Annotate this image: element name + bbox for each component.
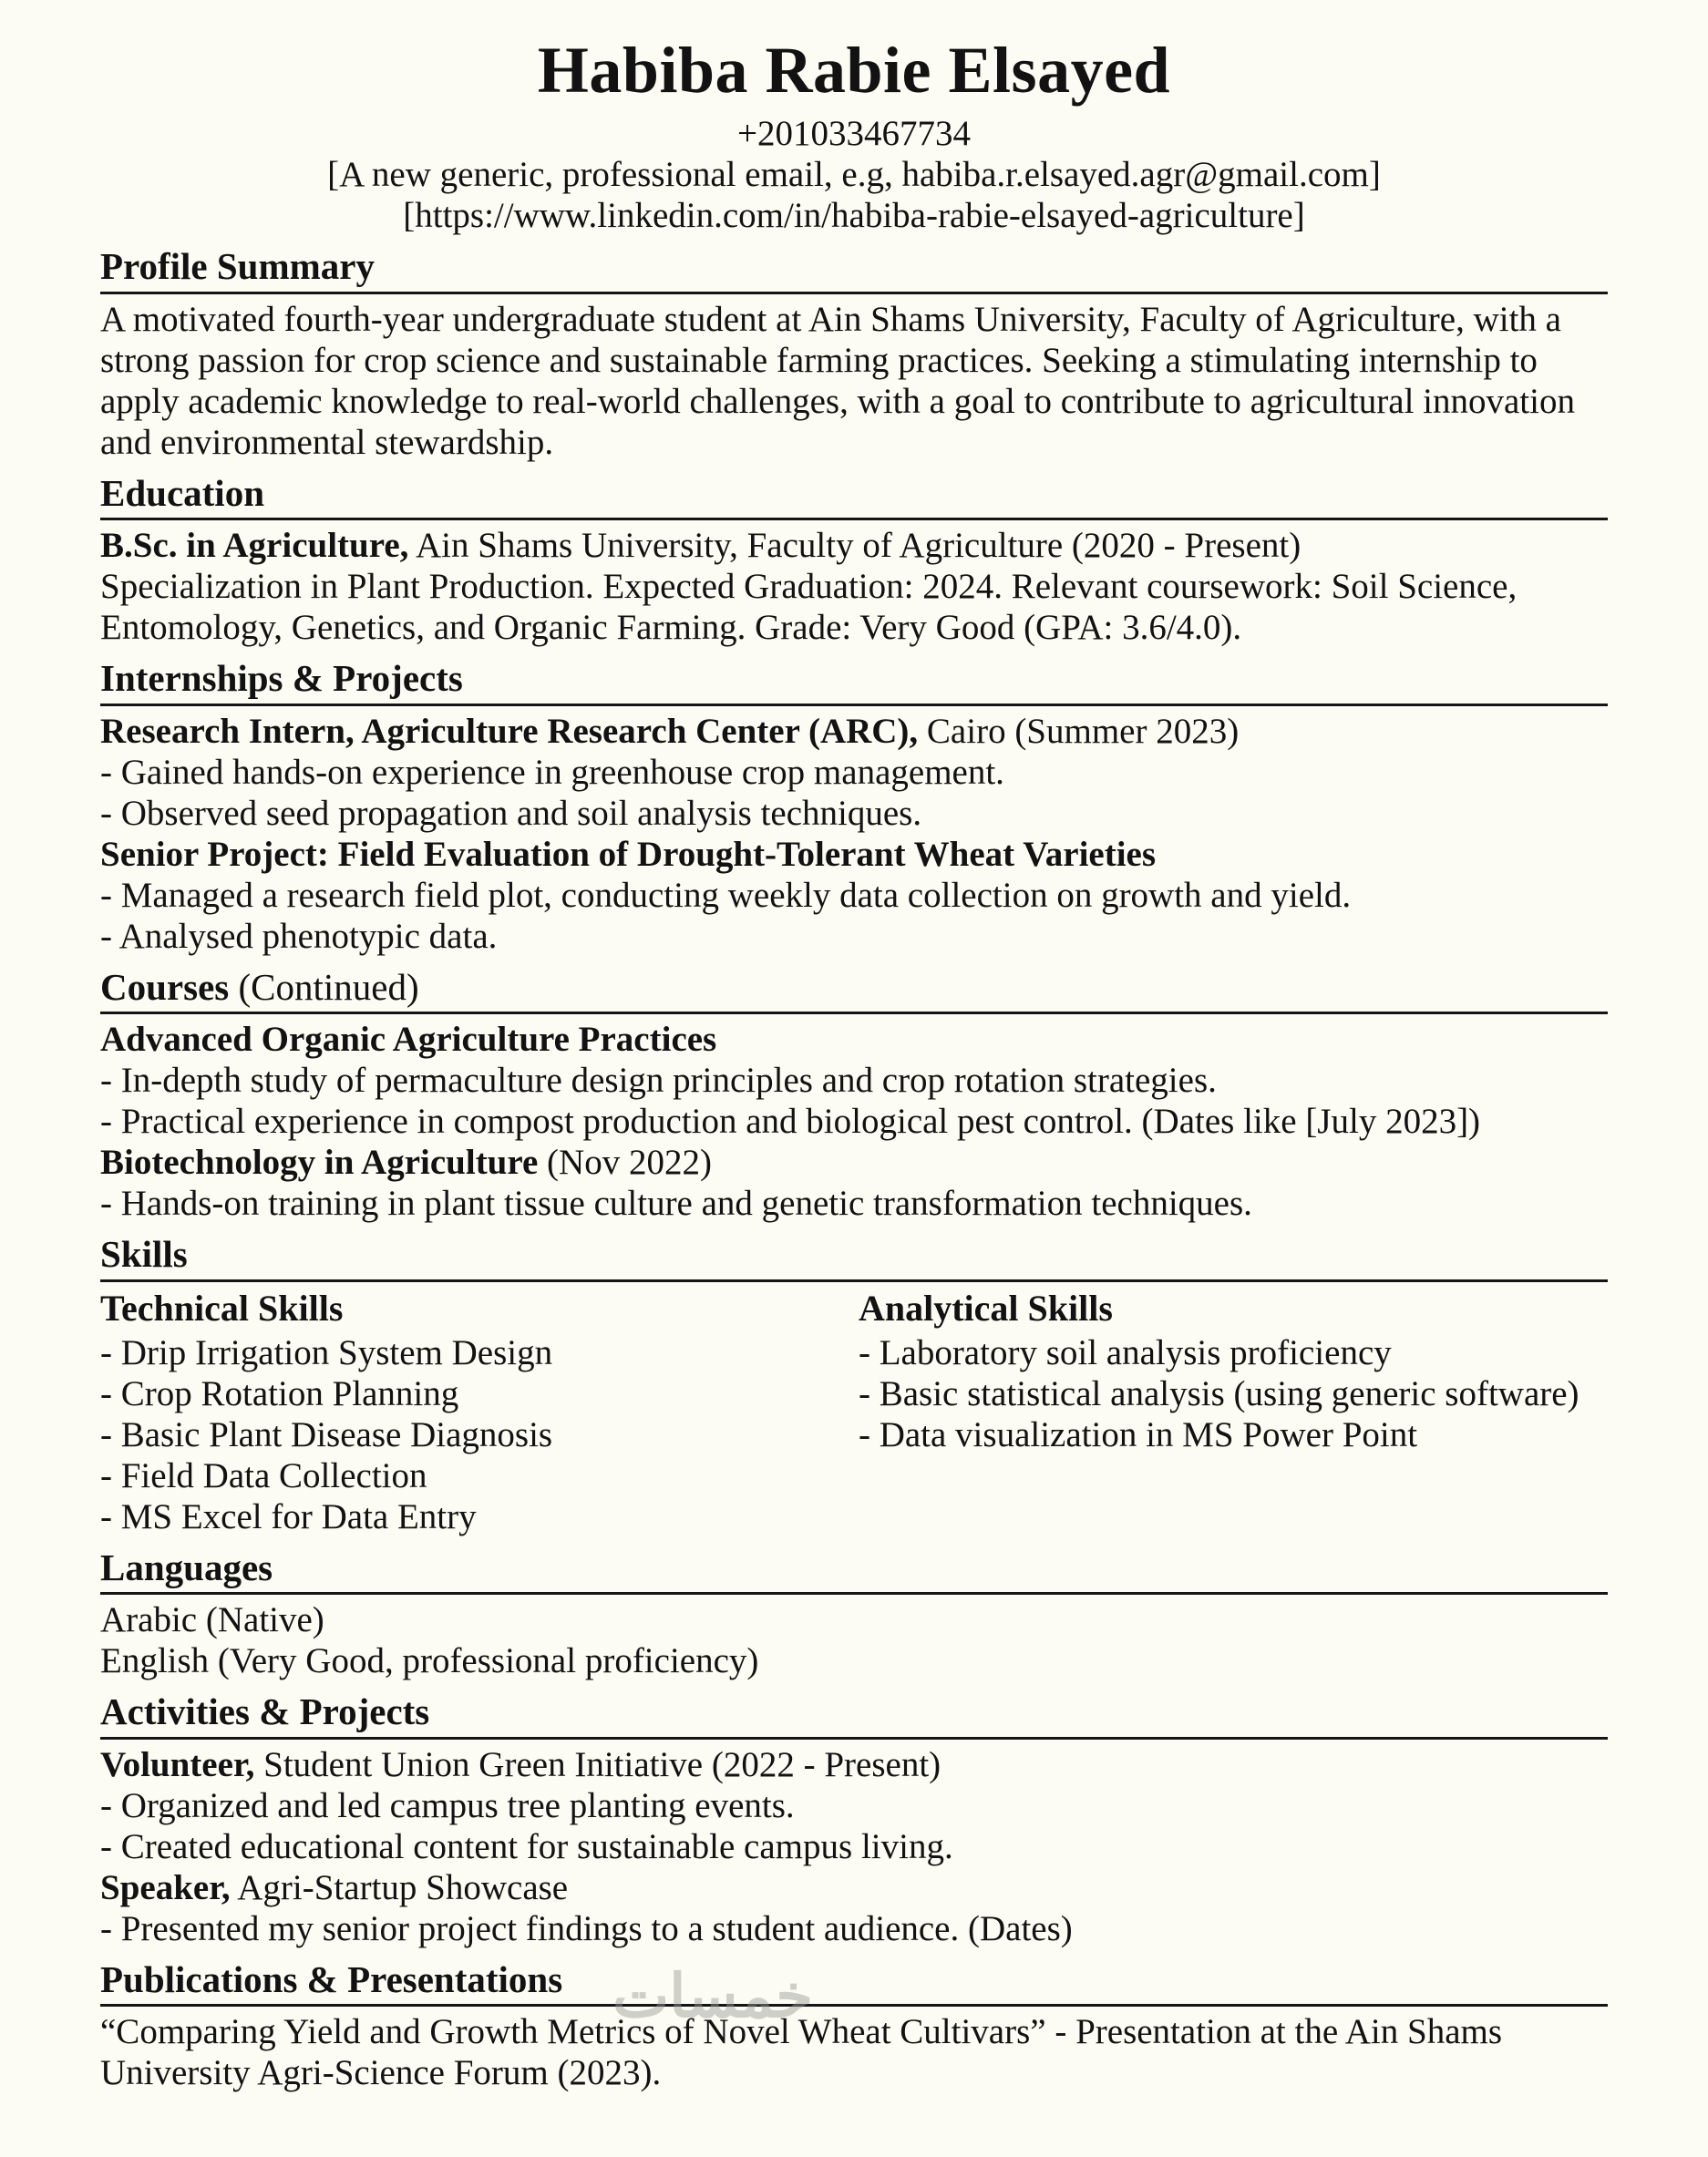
- internship-role-line: [100, 711, 1608, 752]
- course-bullet: - In-depth study of permaculture design principles and crop rotation strategies.: [100, 1061, 1217, 1101]
- language-item: Arabic (Native): [100, 1600, 324, 1640]
- volunteer-bullet: - Organized and led campus tree planting events.: [100, 1785, 795, 1825]
- email-line: [A new generic, professional email, e.g, habiba.r.elsayed.agr@gmail.com]: [327, 154, 1381, 194]
- languages-heading: Languages: [100, 1546, 1608, 1595]
- course-title-line: [100, 1142, 1608, 1183]
- speaker-role-line: [100, 1867, 1608, 1908]
- education-degree-line: [100, 525, 1608, 566]
- analytical-skill-item: - Laboratory soil analysis proficiency: [858, 1332, 1392, 1372]
- senior-project-title: Senior Project: Field Evaluation of Drought-Tolerant Wheat Varieties: [100, 834, 1157, 874]
- linkedin-line: [https://www.linkedin.com/in/habiba-rabie-elsayed-agriculture]: [403, 196, 1305, 236]
- speaker-role-rest: Agri-Startup Showcase: [230, 1867, 569, 1907]
- skills-heading: Skills: [100, 1232, 1608, 1281]
- technical-skill-item: - Drip Irrigation System Design: [100, 1332, 553, 1372]
- volunteer-role-rest: Student Union Green Initiative (2022 - Present): [254, 1744, 941, 1784]
- internship-bullet: - Observed seed propagation and soil analysis techniques.: [100, 793, 922, 833]
- technical-skill-item: - Crop Rotation Planning: [100, 1373, 459, 1413]
- section-profile-summary: [100, 244, 1608, 463]
- senior-project-bullet: - Analysed phenotypic data.: [100, 916, 498, 956]
- analytical-skills-title: Analytical Skills: [858, 1287, 1113, 1329]
- section-activities-projects: [100, 1690, 1608, 1949]
- section-skills: [100, 1232, 1608, 1537]
- section-publications: [100, 1957, 1608, 2093]
- language-item: English (Very Good, professional proficiency): [100, 1641, 759, 1681]
- publications-heading: Publications & Presentations: [100, 1957, 1608, 2007]
- internship-bullet: - Gained hands-on experience in greenhouse crop management.: [100, 752, 1004, 792]
- courses-heading-bold: Courses: [100, 965, 230, 1008]
- publications-text: “Comparing Yield and Growth Metrics of Novel Wheat Cultivars” - Presentation at the Ain Shams University Agri-Science Forum (2023).: [100, 2012, 1503, 2093]
- technical-skill-item: - MS Excel for Data Entry: [100, 1496, 477, 1536]
- page-title: Habiba Rabie Elsayed: [537, 34, 1171, 107]
- education-details: Specialization in Plant Production. Expected Graduation: 2024. Relevant coursework: Soil Science, Entomology, Genetics, and Organic Farming. Grade: Very Good (GPA: 3.6/4.0).: [100, 567, 1518, 648]
- course-bullet: - Practical experience in compost production and biological pest control. (Dates like [July 2023]): [100, 1102, 1481, 1142]
- section-courses: [100, 965, 1608, 1225]
- phone-line: +201033467734: [737, 113, 971, 153]
- khamsat-watermark: خمسات: [612, 1964, 814, 2030]
- activities-heading: Activities & Projects: [100, 1690, 1608, 1739]
- internship-role-rest: Cairo (Summer 2023): [918, 711, 1240, 751]
- education-degree-rest: Ain Shams University, Faculty of Agriculture (2020 - Present): [408, 526, 1302, 566]
- course-title-bold: Biotechnology in Agriculture: [100, 1143, 539, 1183]
- education-heading: Education: [100, 471, 1608, 520]
- education-degree-bold: B.Sc. in Agriculture,: [100, 526, 409, 566]
- course-title: Advanced Organic Agriculture Practices: [100, 1020, 717, 1060]
- profile-summary-text: A motivated fourth-year undergraduate student at Ain Shams University, Faculty of Agriculture, with a strong passion for crop science and sustainable farming practices. Seeking a stimulating internship to apply academic knowledge to real-world challenges, with a goal to contribute to agricultural innovation and environmental stewardship.: [100, 299, 1575, 462]
- internship-role-bold: Research Intern, Agriculture Research Center (ARC),: [100, 711, 919, 751]
- volunteer-role-line: [100, 1744, 1608, 1785]
- analytical-skill-item: - Data visualization in MS Power Point: [858, 1414, 1418, 1454]
- technical-skills-title: Technical Skills: [100, 1287, 344, 1329]
- course-bullet: - Hands-on training in plant tissue culture and genetic transformation techniques.: [100, 1184, 1252, 1224]
- analytical-skill-item: - Basic statistical analysis (using generic software): [858, 1373, 1579, 1413]
- speaker-role-bold: Speaker,: [100, 1867, 231, 1907]
- course-title-rest: (Nov 2022): [538, 1143, 712, 1183]
- technical-skill-item: - Basic Plant Disease Diagnosis: [100, 1414, 553, 1454]
- technical-skills-column: [100, 1287, 859, 1537]
- skills-columns: [100, 1287, 1608, 1537]
- technical-skill-item: - Field Data Collection: [100, 1455, 427, 1495]
- speaker-bullet: - Presented my senior project findings to a student audience. (Dates): [100, 1908, 1073, 1948]
- section-internships-projects: [100, 656, 1608, 957]
- courses-heading: [100, 965, 1608, 1014]
- senior-project-bullet: - Managed a research field plot, conducting weekly data collection on growth and yield.: [100, 875, 1352, 915]
- section-languages: [100, 1546, 1608, 1681]
- section-education: [100, 471, 1608, 648]
- volunteer-bullet: - Created educational content for sustainable campus living.: [100, 1826, 953, 1866]
- volunteer-role-bold: Volunteer,: [100, 1744, 255, 1784]
- profile-summary-heading: Profile Summary: [100, 244, 1608, 293]
- courses-heading-rest: (Continued): [229, 965, 419, 1008]
- resume-header: [100, 36, 1608, 236]
- analytical-skills-column: [859, 1287, 1608, 1537]
- internships-heading: Internships & Projects: [100, 656, 1608, 705]
